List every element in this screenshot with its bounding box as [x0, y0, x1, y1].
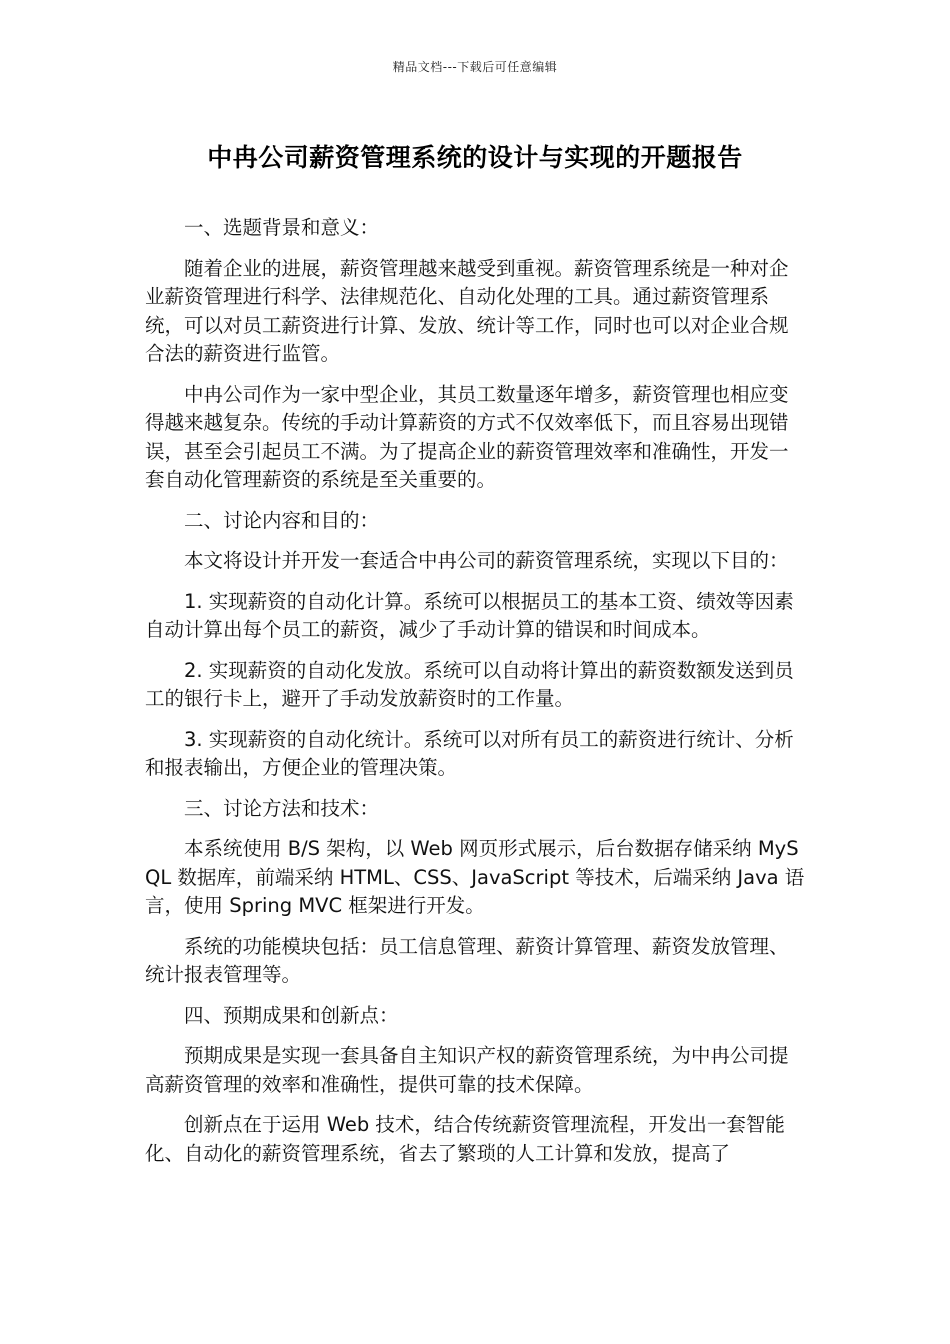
section-heading-3: 三、讨论方法和技术：: [184, 796, 380, 820]
header-note: 精品文档---下载后可任意编辑: [392, 60, 558, 74]
paragraph: 预期成果是实现一套具备自主知识产权的薪资管理系统，为中冉公司提高薪资管理的效率和准确性，提供可靠的技术保障。: [145, 1044, 789, 1096]
paragraph: 本文将设计并开发一套适合中冉公司的薪资管理系统，实现以下目的：: [184, 549, 789, 572]
section-heading-2: 二、讨论内容和目的：: [184, 508, 380, 532]
paragraph: 创新点在于运用 Web 技术，结合传统薪资管理流程，开发出一套智能化、自动化的薪资管理系统，省去了繁琐的人工计算和发放，提高了: [145, 1113, 785, 1165]
list-item: 3. 实现薪资的自动化统计。系统可以对所有员工的薪资进行统计、分析和报表输出，方便企业的管理决策。: [145, 727, 794, 779]
list-item: 2. 实现薪资的自动化发放。系统可以自动将计算出的薪资数额发送到员工的银行卡上，避开了手动发放薪资时的工作量。: [145, 658, 794, 710]
paragraph: 本系统使用 B/S 架构，以 Web 网页形式展示，后台数据存储采纳 MySQL 数据库，前端采纳 HTML、CSS、JavaScript 等技术，后端采纳 Java 语言，使用 Spring MVC 框架进行开发。: [145, 837, 805, 917]
document-title: 中冉公司薪资管理系统的设计与实现的开题报告: [207, 143, 743, 172]
paragraph: 中冉公司作为一家中型企业，其员工数量逐年增多，薪资管理也相应变得越来越复杂。传统的手动计算薪资的方式不仅效率低下，而且容易出现错误，甚至会引起员工不满。为了提高企业的薪资管理效率和准确性，开发一套自动化管理薪资的系统是至关重要的。: [145, 382, 789, 491]
list-item: 1. 实现薪资的自动化计算。系统可以根据员工的基本工资、绩效等因素自动计算出每个员工的薪资，减少了手动计算的错误和时间成本。: [145, 589, 794, 641]
section-heading-1: 一、选题背景和意义：: [184, 216, 380, 239]
document-body: [145, 214, 805, 1180]
paragraph: 随着企业的进展，薪资管理越来越受到重视。薪资管理系统是一种对企业薪资管理进行科学、法律规范化、自动化处理的工具。通过薪资管理系统，可以对员工薪资进行计算、发放、统计等工作，同时也可以对企业合规合法的薪资进行监管。: [145, 256, 789, 365]
paragraph: 系统的功能模块包括：员工信息管理、薪资计算管理、薪资发放管理、统计报表管理等。: [145, 934, 789, 986]
section-heading-4: 四、预期成果和创新点：: [184, 1003, 399, 1027]
